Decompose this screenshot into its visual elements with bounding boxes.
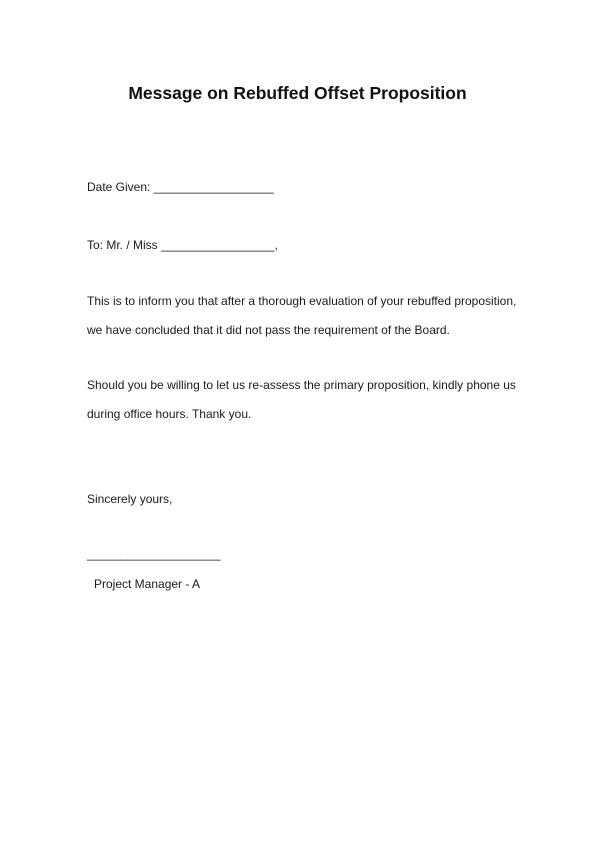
document-title: Message on Rebuffed Offset Proposition	[128, 83, 467, 103]
signature-line: ____________________	[87, 547, 221, 561]
signer-title: Project Manager - A	[94, 577, 201, 591]
body-paragraph-2-line-2: during office hours. Thank you.	[87, 407, 252, 421]
body-paragraph-1-line-1: This is to inform you that after a thorough evaluation of your rebuffed proposition,	[87, 294, 517, 308]
date-given-line: Date Given: __________________	[87, 180, 274, 194]
recipient-line: To: Mr. / Miss _________________,	[87, 238, 278, 252]
closing-salutation: Sincerely yours,	[87, 492, 173, 506]
body-paragraph-1-line-2: we have concluded that it did not pass the requirement of the Board.	[87, 323, 450, 337]
body-paragraph-2-line-1: Should you be willing to let us re-assess the primary proposition, kindly phone us	[87, 378, 516, 392]
